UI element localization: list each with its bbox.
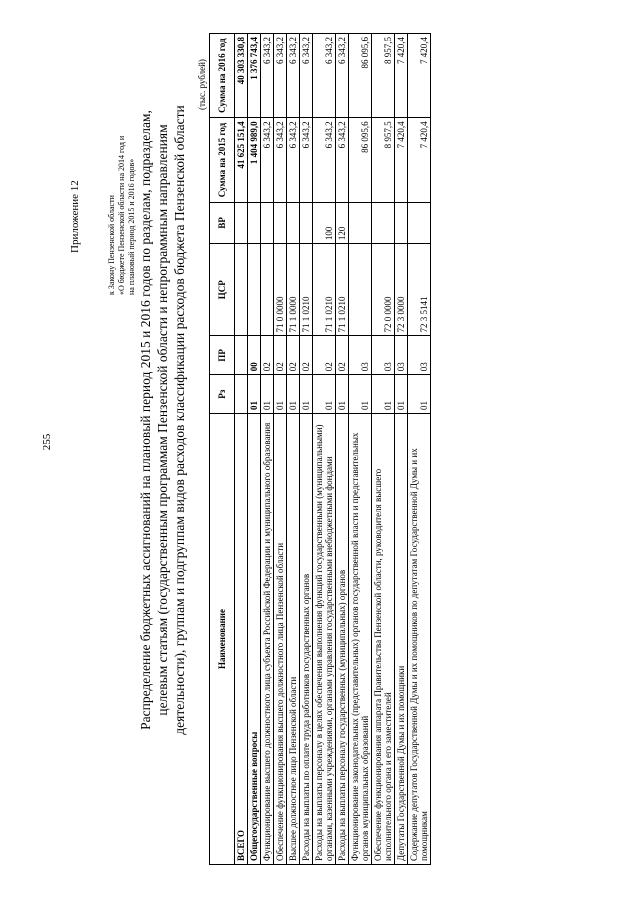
law-reference-line: на плановый период 2015 и 2016 годов» (127, 158, 136, 295)
cell-vr (261, 202, 274, 243)
cell-vr (349, 202, 372, 243)
cell-sum-2016: 7 420,4 (408, 34, 431, 118)
table-row (287, 34, 300, 865)
cell-rz: 01 (248, 375, 261, 414)
cell-name: Обеспечение функционирования аппарата Правительства Пензенской области, руководителя высшего исполнительного органа и его заместителей (372, 414, 395, 865)
cell-csr: 71 1 0210 (336, 244, 349, 336)
cell-csr: 72 3 5141 (408, 244, 431, 336)
cell-vr (235, 202, 248, 243)
cell-name: Содержание депутатов Государственной Думы и их помощников по депутатам Государственной Думы и их помощникам (408, 414, 431, 865)
table-row (274, 34, 287, 865)
cell-pr: 00 (248, 336, 261, 375)
table-body (235, 34, 431, 865)
header-sum-2016: Сумма на 2016 год (210, 34, 235, 118)
cell-name: Депутаты Государственной Думы и их помощники (395, 414, 408, 865)
cell-sum-2016: 6 343,2 (336, 34, 349, 118)
cell-pr: 03 (408, 336, 431, 375)
cell-csr (248, 244, 261, 336)
cell-name: Функционирование законодательных (представительных) органов государственной власти и представительных органов муниципальных образований (349, 414, 372, 865)
cell-pr: 02 (274, 336, 287, 375)
cell-sum-2015: 6 343,2 (274, 118, 287, 202)
cell-csr (349, 244, 372, 336)
table-row (408, 34, 431, 865)
title-line: Распределение бюджетных ассигнований на плановый период 2015 и 2016 годов по разделам, подразделам, (138, 110, 153, 730)
cell-sum-2015: 6 343,2 (336, 118, 349, 202)
cell-rz: 01 (349, 375, 372, 414)
table-row (372, 34, 395, 865)
cell-csr (235, 244, 248, 336)
cell-csr: 72 0 0000 (372, 244, 395, 336)
cell-sum-2015: 1 404 989,0 (248, 118, 261, 202)
cell-vr (408, 202, 431, 243)
cell-rz: 01 (274, 375, 287, 414)
table-row (395, 34, 408, 865)
header-name: Наименование (210, 414, 235, 865)
unit-note: (тыс. рублей) (197, 59, 207, 110)
cell-vr: 100 (313, 202, 336, 243)
header-rz: Рз (210, 375, 235, 414)
cell-sum-2016: 8 957,5 (372, 34, 395, 118)
cell-rz: 01 (372, 375, 395, 414)
table-row (349, 34, 372, 865)
cell-name: Расходы на выплаты персоналу государственных (муниципальных) органов (336, 414, 349, 865)
cell-name: ВСЕГО (235, 414, 248, 865)
cell-pr: 02 (336, 336, 349, 375)
cell-rz: 01 (287, 375, 300, 414)
law-reference-line: «О бюджете Пензенской области на 2014 год и (117, 135, 126, 295)
table-row (313, 34, 336, 865)
cell-sum-2016: 40 303 330,8 (235, 34, 248, 118)
cell-csr: 72 3 0000 (395, 244, 408, 336)
header-vr: ВР (210, 202, 235, 243)
cell-pr (235, 336, 248, 375)
title-line: деятельности), группам и подгруппам видов расходов классификации расходов бюджета Пензенской области (172, 105, 187, 735)
cell-vr (372, 202, 395, 243)
cell-sum-2016: 6 343,2 (287, 34, 300, 118)
cell-vr: 120 (336, 202, 349, 243)
cell-rz: 01 (313, 375, 336, 414)
appendix-label: Приложение 12 (69, 180, 81, 253)
title-line: целевым статьям (государственным программам Пензенской области и непрограммным направлениям (155, 124, 170, 716)
table-row (235, 34, 248, 865)
cell-rz: 01 (408, 375, 431, 414)
cell-pr: 03 (395, 336, 408, 375)
cell-name: Обеспечение функционирования высшего должностного лица Пензенской области (274, 414, 287, 865)
header-sum-2015: Сумма на 2015 год (210, 118, 235, 202)
cell-pr: 02 (287, 336, 300, 375)
document-title (137, 35, 188, 805)
cell-name: Высшее должностное лицо Пензенской области (287, 414, 300, 865)
cell-vr (274, 202, 287, 243)
cell-pr: 02 (313, 336, 336, 375)
cell-sum-2015: 8 957,5 (372, 118, 395, 202)
cell-csr (261, 244, 274, 336)
header-csr: ЦСР (210, 244, 235, 336)
cell-sum-2016: 1 376 743,4 (248, 34, 261, 118)
cell-name: Общегосударственные вопросы (248, 414, 261, 865)
budget-table (209, 33, 431, 865)
law-reference (107, 35, 137, 295)
cell-rz: 01 (261, 375, 274, 414)
cell-sum-2016: 6 343,2 (300, 34, 313, 118)
header-pr: ПР (210, 336, 235, 375)
cell-pr: 03 (349, 336, 372, 375)
table-row (336, 34, 349, 865)
cell-name: Расходы на выплаты по оплате труда работников государственных органов (300, 414, 313, 865)
cell-csr: 71 1 0000 (287, 244, 300, 336)
table-row (248, 34, 261, 865)
cell-csr: 71 1 0210 (313, 244, 336, 336)
cell-rz (235, 375, 248, 414)
cell-rz: 01 (300, 375, 313, 414)
law-reference-line: к Закону Пензенской области (107, 195, 116, 295)
cell-vr (300, 202, 313, 243)
cell-vr (287, 202, 300, 243)
cell-name: Расходы на выплаты персоналу в целях обеспечения выполнения функций государственными (муниципальными) органами, казенными учреждениями, органами управления государственными внебюджетными фондами (313, 414, 336, 865)
table-row (300, 34, 313, 865)
cell-sum-2016: 86 095,6 (349, 34, 372, 118)
cell-sum-2016: 6 343,2 (261, 34, 274, 118)
cell-csr: 71 0 0000 (274, 244, 287, 336)
cell-pr: 03 (372, 336, 395, 375)
cell-sum-2015: 41 625 151,4 (235, 118, 248, 202)
cell-sum-2015: 7 420,4 (408, 118, 431, 202)
cell-csr: 71 1 0210 (300, 244, 313, 336)
cell-sum-2015: 86 095,6 (349, 118, 372, 202)
cell-rz: 01 (336, 375, 349, 414)
cell-sum-2015: 6 343,2 (313, 118, 336, 202)
cell-pr: 02 (261, 336, 274, 375)
rotated-page-content (55, 25, 615, 865)
cell-vr (395, 202, 408, 243)
table-header-row (210, 34, 235, 865)
cell-sum-2015: 6 343,2 (261, 118, 274, 202)
page-number: 255 (41, 433, 53, 451)
cell-sum-2015: 6 343,2 (287, 118, 300, 202)
cell-pr: 02 (300, 336, 313, 375)
table-row (261, 34, 274, 865)
cell-rz: 01 (395, 375, 408, 414)
cell-sum-2016: 6 343,2 (313, 34, 336, 118)
cell-name: Функционирование высшего должностного лица субъекта Российской Федерации и муниципального образования (261, 414, 274, 865)
cell-vr (248, 202, 261, 243)
cell-sum-2015: 6 343,2 (300, 118, 313, 202)
cell-sum-2016: 6 343,2 (274, 34, 287, 118)
cell-sum-2016: 7 420,4 (395, 34, 408, 118)
cell-sum-2015: 7 420,4 (395, 118, 408, 202)
